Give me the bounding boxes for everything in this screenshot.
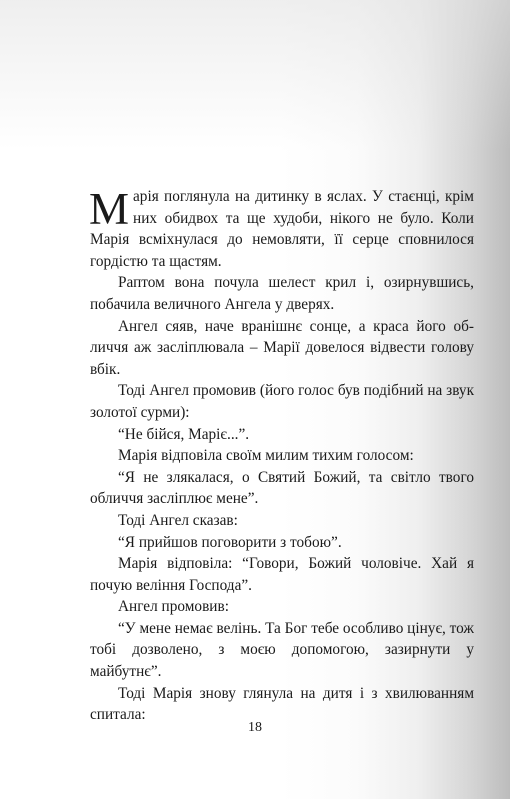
paragraph: Ангел промовив: [118, 598, 229, 616]
paragraph: Тоді Ангел промовив (його голос був подібний на звук золотої сурми): [90, 382, 474, 421]
paragraph: “Не бійся, Маріє...”. [118, 425, 250, 443]
paragraph: Марія поглянула на дитинку в яслах. У стаєнці, крім них обидвох та ще худоби, нікого не було. Коли Марія всміхнулася до немовляти, її серце сповнилося гордістю та щастям. [89, 184, 474, 270]
paragraph: “Я не злякалася, о Святий Божий, та світло твого обличчя засліплює мене”. [90, 468, 474, 508]
paragraph: Тоді Ангел сказав: [118, 511, 238, 529]
page-shadow [0, 0, 510, 150]
page-number: 18 [248, 720, 262, 735]
paragraph: Тоді Марія знову глянула на дитя і з хвилюванням спитала: [90, 684, 474, 724]
paragraph: “У мене немає велінь. Та Бог тебе особливо цінує, тож тобі дозволено, з моєю допомогою, зазирнути у майбутнє”. [90, 619, 474, 681]
paragraph: Марія відповіла своїм милим тихим голосом: [118, 447, 414, 465]
drop-cap: М [89, 184, 130, 234]
paragraph: Марія відповіла: “Говори, Божий чоловіче. Хай я почую веління Господа”. [90, 555, 474, 594]
paragraph: Ангел сяяв, наче вранішнє сонце, а краса його обличчя аж засліплювала – Марії довелося відвести голову вбік. [90, 317, 474, 378]
body-text [90, 186, 474, 726]
paragraph: Раптом вона почула шелест крил і, озирнувшись, побачила величного Ангела у дверях. [90, 274, 474, 313]
paragraph: “Я прийшов поговорити з тобою”. [118, 533, 342, 551]
